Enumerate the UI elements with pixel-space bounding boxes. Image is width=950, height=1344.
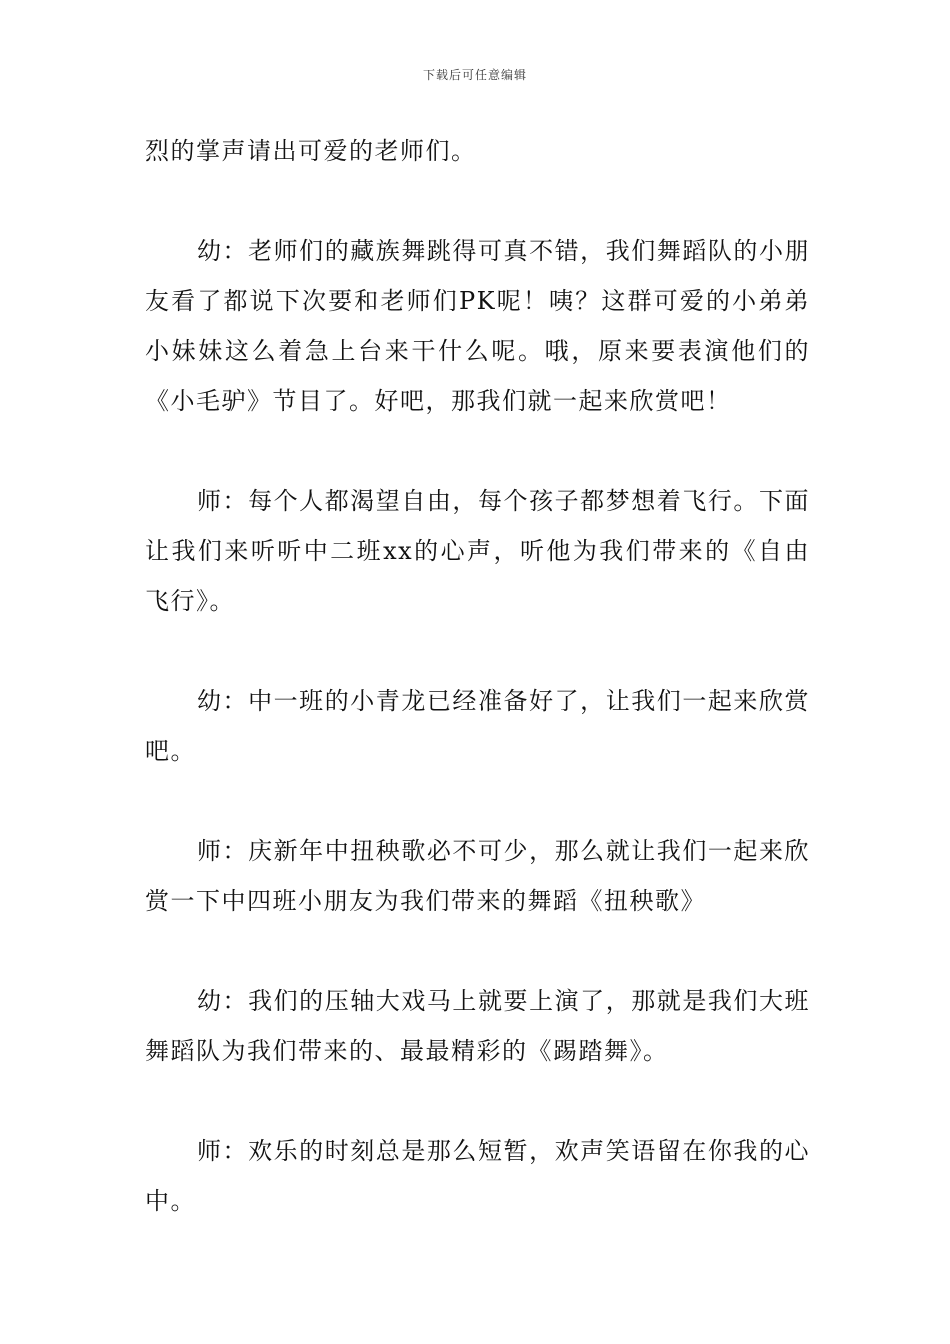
- paragraph-host-teacher-1: 师：每个人都渴望自由，每个孩子都梦想着飞行。下面让我们来听听中二班xx的心声，听他为我们带来的《自由飞行》。: [145, 487, 810, 615]
- paragraph-host-teacher-2: 师：庆新年中扭秧歌必不可少，那么就让我们一起来欣赏一下中四班小朋友为我们带来的舞蹈《扭秧歌》: [145, 837, 810, 915]
- paragraph-host-kid-3: 幼：我们的压轴大戏马上就要上演了，那就是我们大班舞蹈队为我们带来的、最最精彩的《踢踏舞》。: [145, 987, 810, 1065]
- header-note: 下载后可任意编辑: [422, 68, 527, 82]
- paragraph-host-teacher-3: 师：欢乐的时刻总是那么短暂，欢声笑语留在你我的心中。: [145, 1137, 810, 1215]
- paragraph-host-kid-1: 幼：老师们的藏族舞跳得可真不错，我们舞蹈队的小朋友看了都说下次要和老师们PK呢！咦？这群可爱的小弟弟小妹妹这么着急上台来干什么呢。哦，原来要表演他们的《小毛驴》节目了。好吧，那我们就一起来欣赏吧！: [145, 237, 810, 415]
- paragraph-continuation: 烈的掌声请出可爱的老师们。: [145, 137, 477, 165]
- paragraph-host-kid-2: 幼：中一班的小青龙已经准备好了，让我们一起来欣赏吧。: [145, 687, 810, 765]
- document-body: [145, 126, 810, 1226]
